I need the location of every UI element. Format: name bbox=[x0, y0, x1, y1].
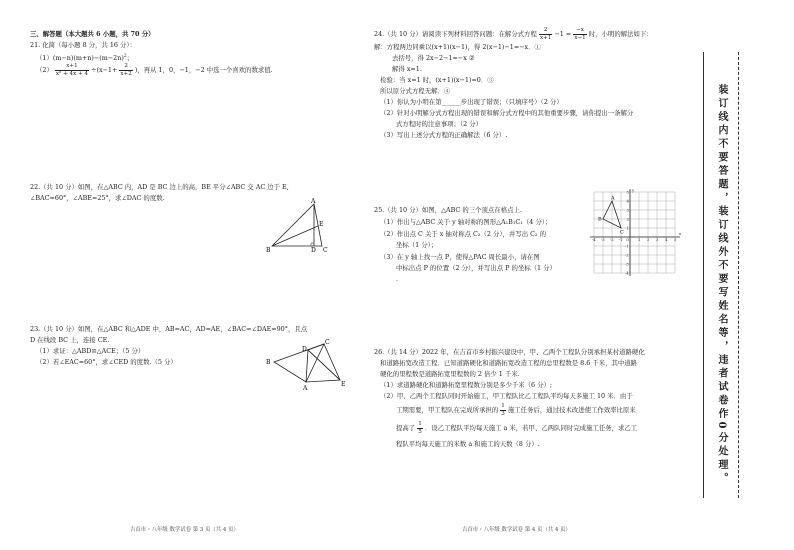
q26-line-4: （1）求道路硬化和道路拓宽里程数分别是多少千米（6 分）; bbox=[380, 381, 553, 389]
q24-line-3: 去括号，得 2x−2−1=−x ② bbox=[392, 54, 475, 62]
q25-line-3: （2）作出点 C 关于 x 轴对称点 C₂（2 分），并写出 C₂ 的 bbox=[380, 230, 547, 238]
y-tick-label: 2 bbox=[626, 216, 629, 222]
q22-label-b: B bbox=[266, 247, 271, 254]
q26-line-8: 程队平均每天施工的米数 a 和施工的天数（8 分）. bbox=[396, 440, 540, 448]
q22-label-a: A bbox=[311, 198, 316, 205]
q24-fraction-1 bbox=[539, 27, 552, 41]
q25-line-4: 坐标（1 分）； bbox=[396, 241, 438, 249]
q26-line-3: 硬化的里程数是道路拓宽里程数的 2 倍少 1 千米. bbox=[380, 370, 520, 378]
q21-part1-expr: （1）(m−n)(m+n)−(m−2n) bbox=[36, 54, 124, 63]
q21-fraction-1 bbox=[55, 63, 89, 77]
binding-margin bbox=[700, 52, 794, 498]
q25-line-7: . bbox=[396, 275, 399, 283]
q21-part1-exponent: 2 bbox=[123, 54, 127, 59]
q26-fraction-one-fifth-numerator: 1 bbox=[418, 421, 422, 427]
q24-line-7: （1）你认为小明在第______步出现了错误；（只填序号）（2 分） bbox=[380, 98, 563, 106]
y-tick-label: 4 bbox=[626, 198, 629, 204]
q22-line-1: 22.（共 10 分）如图，在△ABC 内，AD 是 BC 边上的高，BE 平分∠ABC 交 AC 边于 E, bbox=[30, 183, 289, 191]
q24-fraction-2 bbox=[573, 27, 586, 41]
q21-heading: 21. 化简（每小题 8 分，共 16 分）： bbox=[30, 41, 137, 49]
q21-part1-tail: ； bbox=[126, 54, 134, 63]
q21-part2-middle: ÷(x−1+ bbox=[91, 66, 118, 74]
x-tick-label: 1 bbox=[638, 237, 641, 242]
binding-line-inner bbox=[738, 52, 739, 498]
q23-triangles-figure bbox=[262, 338, 352, 394]
q24-line-8: （2）针对小明解分式方程出现的错误和解分式方程中的其他重要步骤，请你提出一条解分 bbox=[380, 109, 634, 117]
x-tick-label: 3 bbox=[656, 237, 659, 242]
q24-intro: 24.（共 10 分）请阅读下列材料回答问题：在解分式方程 bbox=[374, 30, 537, 38]
y-tick-label: 1 bbox=[626, 225, 629, 231]
q24-line-9: 式方程时的注意事项；（2 分） bbox=[396, 120, 482, 128]
q23-line-2: D 在线段 BC 上，连接 CE. bbox=[30, 336, 110, 344]
q23-label-d: D bbox=[302, 346, 307, 353]
q26-line-1: 26.（共 14 分）2022 年，在吉首市乡村振兴建设中，甲、乙两个工程队分别承担某村道路硬化 bbox=[374, 348, 645, 356]
q24-line-6: 所以原分式方程无解．④ bbox=[380, 87, 451, 95]
q21-part2 bbox=[36, 62, 273, 78]
triangle-label-a: A bbox=[611, 195, 615, 202]
right-exam-page bbox=[352, 0, 697, 550]
q21-fraction-1-denominator: x² + 4x + 4 bbox=[55, 70, 89, 77]
q26-fraction-one-third-denominator: 3 bbox=[501, 410, 505, 417]
q24-equation-middle: −1 = bbox=[554, 30, 572, 38]
x-axis-label: x bbox=[679, 231, 682, 236]
section-title: 三、解答题（本大题共 6 小题，共 70 分） bbox=[30, 30, 155, 38]
q24-fraction-1-denominator: x+1 bbox=[540, 34, 552, 41]
q23-line-3: （1）求证：△ABD≌△ACE；（5 分） bbox=[36, 347, 145, 355]
q24-line-1 bbox=[374, 26, 653, 42]
q22-label-c: C bbox=[323, 247, 328, 254]
binding-margin-warning: 装订线内不要答题，装订线外不要写姓名等，违者试卷作0分处理。 bbox=[716, 84, 727, 486]
triangle-label-b: B bbox=[598, 216, 602, 223]
triangle-label-c: C bbox=[620, 229, 624, 236]
q24-fraction-1-numerator: 2 bbox=[539, 27, 552, 35]
q24-line-5: 检验：当 x=1 时，(x+1)(x−1)=0．③ bbox=[380, 76, 494, 84]
q26-line-2: 和道路拓宽改造工程．已知道路硬化和道路拓宽改造工程的总里程数是 8.6 千米，其中道路 bbox=[380, 359, 638, 367]
q26-line-7-end: ．设乙工程队平均每天施工 a 米，若甲、乙两队同时完成施工任务，求乙工 bbox=[424, 424, 638, 432]
q26-fraction-one-fifth-denominator: 5 bbox=[418, 428, 422, 435]
y-axis-label: y bbox=[632, 188, 635, 193]
q21-part2-label: （2） bbox=[36, 66, 53, 74]
x-tick-label: -4 bbox=[592, 237, 596, 242]
q22-label-d: D bbox=[311, 247, 316, 254]
y-tick-label: -2 bbox=[625, 252, 629, 258]
q26-fraction-one-third bbox=[500, 403, 506, 417]
q23-label-a: A bbox=[303, 385, 308, 392]
q25-grid-lines bbox=[594, 189, 675, 273]
q21-fraction-2-numerator: 2 bbox=[119, 63, 132, 71]
q21-part2-tail: )，再从 1，0，−1，−2 中选一个喜欢的数求值. bbox=[134, 66, 273, 74]
q23-label-c: C bbox=[325, 339, 330, 346]
y-tick-label: 5 bbox=[626, 189, 629, 195]
q25-coordinate-grid bbox=[584, 188, 694, 294]
q25-axes bbox=[590, 189, 680, 276]
q26-fraction-one-fifth bbox=[417, 421, 423, 435]
q23-segment-ce bbox=[324, 344, 340, 380]
q23-line-4: （2）若∠EAC=60°，求∠CED 的度数.（5 分） bbox=[36, 358, 177, 366]
q24-fraction-2-denominator: x−1 bbox=[574, 34, 586, 41]
q26-line-6 bbox=[396, 402, 636, 418]
q25-line-2: （1）作出与△ABC 关于 y 轴对称的图形△A₁B₁C₁（4 分）； bbox=[380, 218, 552, 226]
q26-line-5: （2）甲、乙两个工程队同时开始施工，甲工程队比乙工程队平均每天多施工 10 米．由于 bbox=[380, 392, 633, 400]
q24-line-10: （3）写出上述分式方程的正确解法（6 分）. bbox=[380, 131, 508, 139]
q26-line-7-start: 提高了 bbox=[396, 424, 416, 432]
q21-fraction-1-numerator: x+1 bbox=[55, 63, 89, 71]
q24-line-4: 解得 x=1. bbox=[392, 65, 422, 73]
q22-triangle-figure bbox=[262, 196, 332, 254]
y-tick-label: 3 bbox=[626, 207, 629, 213]
q21-fraction-2-denominator: x+2 bbox=[120, 70, 132, 77]
q26-fraction-one-third-numerator: 1 bbox=[501, 403, 505, 409]
q23-label-e: E bbox=[341, 381, 346, 388]
x-tick-label: 2 bbox=[647, 237, 650, 242]
origin-label: O bbox=[626, 237, 630, 242]
q26-line-6-start: 工期需要，甲工程队在完成所承担的 bbox=[396, 406, 499, 414]
q24-fraction-2-numerator: −x bbox=[573, 27, 586, 35]
q23-triangle-abc bbox=[274, 344, 324, 382]
q26-line-7 bbox=[396, 420, 637, 436]
q25-line-6: 中标出点 P 的位置（2 分），并写出点 P 的坐标（1 分） bbox=[396, 264, 556, 272]
left-page-footer: 吉首市・八年级 数学试卷 第 3 页（共 4 页） bbox=[130, 527, 239, 533]
x-tick-label: -3 bbox=[601, 237, 605, 242]
q24-intro-tail: 时，小明的解法如下： bbox=[588, 30, 653, 38]
left-exam-page bbox=[0, 0, 350, 550]
y-tick-label: -3 bbox=[625, 261, 629, 267]
q25-triangle-abc bbox=[598, 196, 624, 236]
y-tick-label: -4 bbox=[625, 270, 629, 276]
q23-label-b: B bbox=[266, 359, 271, 366]
x-tick-label: 5 bbox=[674, 237, 677, 242]
q23-triangle-ade bbox=[306, 350, 340, 382]
q22-triangle-abc bbox=[272, 204, 322, 246]
q22-line-2: ∠BAC=60°，∠ABE=25°，求∠DAC 的度数. bbox=[30, 194, 165, 202]
q22-label-e: E bbox=[319, 221, 324, 228]
q21-fraction-2 bbox=[119, 63, 132, 77]
right-page-footer: 吉首市・八年级 数学试卷 第 4 页（共 4 页） bbox=[462, 527, 571, 533]
x-tick-label: -2 bbox=[610, 237, 614, 242]
q26-line-6-end: 施工任务后，通过技术改进使工作效率比原来 bbox=[507, 406, 636, 414]
y-tick-label: -1 bbox=[625, 243, 629, 249]
x-tick-label: 4 bbox=[665, 237, 668, 242]
q25-line-1: 25.（共 10 分）如图，△ABC 的三个顶点在格点上. bbox=[374, 206, 522, 214]
q24-line-2: 解：方程两边同乘以(x+1)(x−1)，得 2(x−1)−1=−x．① bbox=[374, 43, 541, 51]
q25-line-5: （3）在 y 轴上找一点 P，使得△PAC 周长最小，请在图 bbox=[380, 253, 540, 261]
x-tick-label: -1 bbox=[619, 237, 623, 242]
binding-line-outer bbox=[703, 52, 704, 498]
q23-line-1: 23.（共 10 分）如图，在△ABC 和△ADE 中，AB=AC，AD=AE，∠BAC=∠DAE=90°，且点 bbox=[30, 325, 308, 333]
